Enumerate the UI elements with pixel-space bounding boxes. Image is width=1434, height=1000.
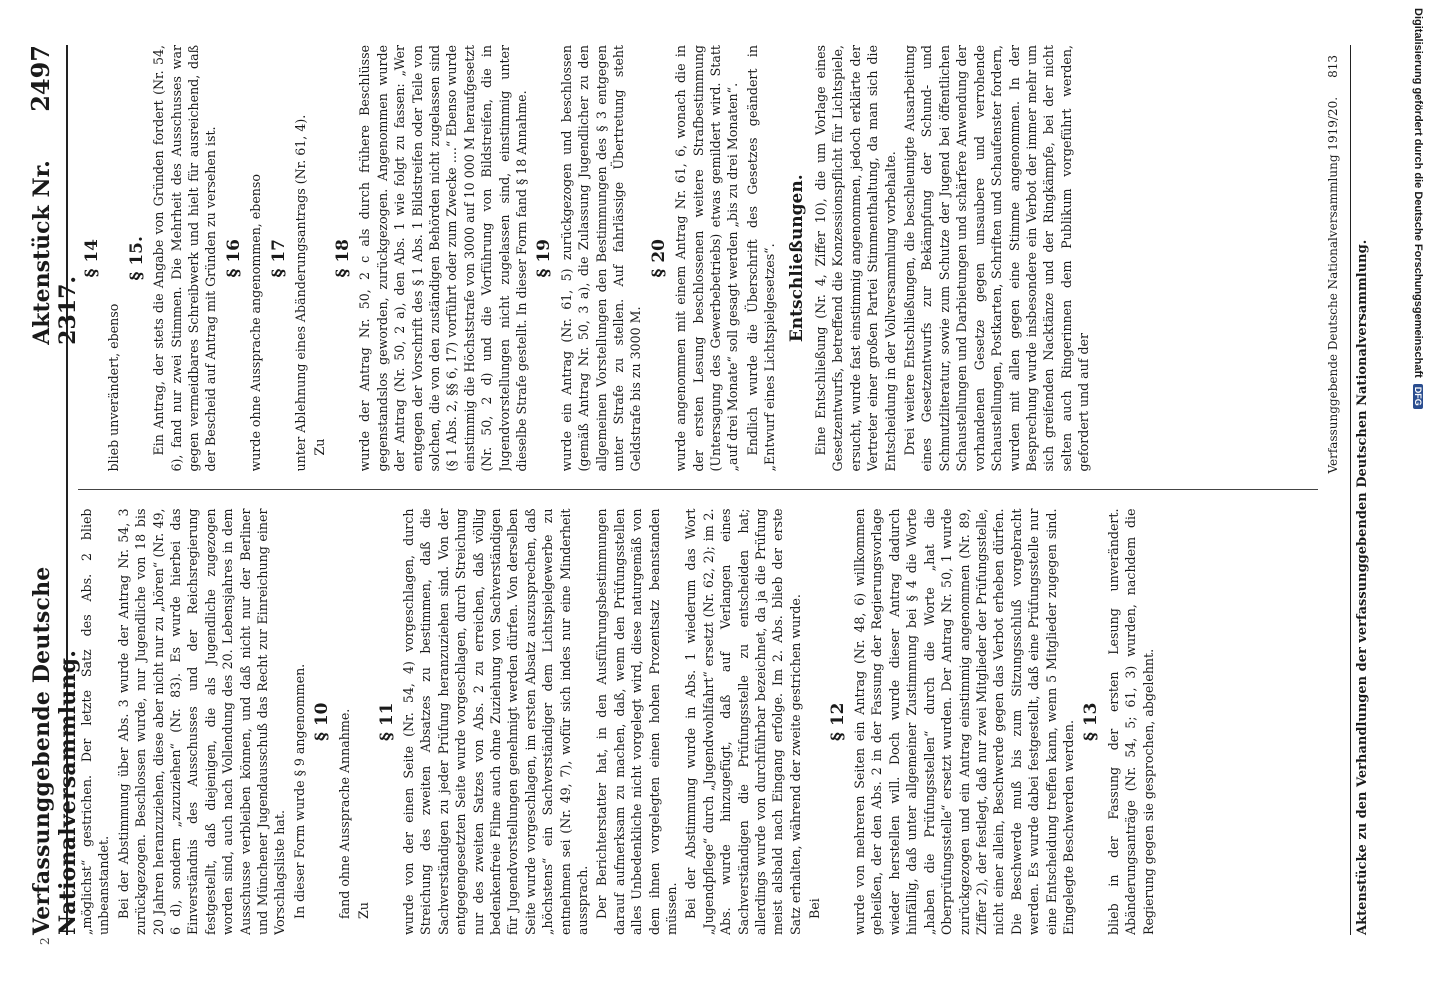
paragraph: In dieser Form wurde § 9 angenommen.	[291, 663, 307, 919]
paragraph: fand ohne Aussprache Annahme.	[336, 708, 352, 919]
section-heading: § 15.	[126, 236, 147, 281]
text-columns	[78, 45, 1318, 935]
column-right	[78, 45, 1318, 472]
rotated-sheet	[8, 25, 1388, 975]
section-heading: § 14	[82, 239, 102, 278]
paragraph: wurde von der einen Seite (Nr. 54, 4) vorgeschlagen, durch Streichung des zweiten Absatzes zu bestimmen, daß die Sachverständigen zu jeder Prüfung heranzuziehen sind. Von der entgegengesetzten Seite wurde vorgeschlagen, durch Streichung nur des zweiten Satzes von Abs. 2 zu erreichen, daß völlig bedenkenfreie Filme auch ohne Zuziehung von Sachverständigen für Jugendvorstellungen genehmigt werden dürfen. Von derselben Seite wurde vorgeschlagen, im ersten Absatz auszusprechen, daß „höchstens“ ein Sachverständiger dem Lichtspielgewerbe zu entnehmen sei (Nr. 49, 7), wofür sich indes nur eine Minderheit aussprach.	[400, 508, 590, 935]
signature-number: 813	[1326, 55, 1340, 78]
paragraph: wurde ohne Aussprache angenommen, ebenso	[248, 174, 264, 472]
running-head-document: Aktenstück Nr. 2317.	[29, 160, 81, 345]
running-head	[26, 45, 81, 935]
signature-text: Verfassunggebende Deutsche Nationalversammlung 1919/20.	[1326, 96, 1340, 474]
paragraph: Bei	[807, 898, 823, 919]
paragraph: blieb unverändert, ebenso	[106, 303, 122, 472]
dfg-strip	[1412, 8, 1432, 992]
page-footer: Aktenstücke zu den Verhandlungen der verfassunggebenden Deutschen Nationalversammlung.	[1350, 45, 1370, 935]
paragraph: Bei der Abstimmung über Abs. 3 wurde der Antrag Nr. 54, 3 zurückgezogen. Beschlossen wurde, nur Jugendliche von 18 bis 20 Jahren heranzuziehen, diese aber nicht nur zu „hören“ (Nr. 49, 6 d), sondern „zuzuziehen“ (Nr. 83). Es wurde hierbei das Einverständnis des Ausschusses und der Reichsregierung festgestellt, daß diejenigen, die als Jugendliche zugezogen worden sind, auch nach Vollendung des 20. Lebensjahres in dem Ausschusse verbleiben können, und daß nicht nur der Berliner und Münchener Jugendausschuß das Recht zur Einreichung einer Vorschlagsliste hat.	[115, 508, 288, 935]
section-heading: § 16	[223, 239, 244, 278]
subheading: Entschließungen.	[786, 174, 807, 343]
column-left	[78, 509, 1318, 936]
section-heading: § 19	[534, 239, 555, 278]
column-divider	[78, 490, 1318, 491]
dfg-logo-icon: DFG	[1413, 384, 1423, 409]
section-heading: § 20	[648, 239, 669, 278]
paragraph: Eine Entschließung (Nr. 4, Ziffer 10), die um Vorlage eines Gesetzentwurfs, betreffend die Konzessionspflicht für Lichtspiele, ersucht, wurde fast einstimmig angenommen, jedoch erklärte der Vertreter einer großen Partei Stimmenthaltung, da man sich die Entscheidung in der Vollversammlung vorbehalte.	[813, 45, 898, 472]
dfg-credit	[1408, 8, 1428, 992]
paragraph: blieb in der Fassung der ersten Lesung unverändert. Abänderungsanträge (Nr. 54, 5; 61, 3) wurden, nachdem die Regierung gegen sie gesprochen, abgelehnt.	[1105, 508, 1156, 935]
section-heading: § 13	[1081, 702, 1102, 741]
section-heading: § 17	[268, 239, 289, 278]
paragraph: Bei der Abstimmung wurde in Abs. 1 wiederum das Wort „Jugendpflege“ durch „Jugendwohlfahrt“ ersetzt (Nr. 62, 2); im 2. Abs. wurde hinzugefügt, daß auf Verlangen eines Sachverständigen die Prüfungsstelle zu entscheiden hat; allerdings wurde von durchführbar bezeichnet, da ja die Prüfung meist alsbald nach Eingang erfolge. Im 2. Abs. blieb der erste Satz erhalten, während der zweite gestrichen wurde.	[683, 508, 803, 935]
paragraph: Zu	[356, 902, 372, 919]
page-number: 2497	[26, 45, 55, 112]
section-heading: § 12	[827, 702, 848, 741]
running-head-title: Verfassunggebende Deutsche Nationalversammlung.	[29, 566, 81, 935]
signature-line	[1326, 55, 1340, 474]
paragraph: Der Berichterstatter hat, in den Ausführungsbestimmungen darauf aufmerksam zu machen, daß, wenn den Prüfungsstellen alles Unbedenkliche nicht vorgelegt wird, diese naturgemäß von dem ihnen vorgelegten einen hohen Prozentsatz beanstanden müssen.	[594, 508, 679, 935]
paragraph: Zu	[312, 438, 328, 456]
page-corner-mark: 2	[38, 937, 52, 945]
paragraph: „möglichst“ gestrichen. Der letzte Satz des Abs. 2 blieb unbeanstandet.	[79, 508, 112, 935]
paragraph: wurde der Antrag Nr. 50, 2 c als durch frühere Beschlüsse gegenstandslos geworden, zurückgezogen. Angenommen wurde der Antrag (Nr. 50, 2 a), den Abs. 1 wie folgt zu fassen: „Wer entgegen der Vorschrift des § 1 Abs. 1 Bildstreifen oder Teile von solchen, die von den zuständigen Behörden nicht zugelassen sind (§ 1 Abs. 2, §§ 6, 17) vorführt oder zum Zwecke ....“ Ebenso wurde einstimmig die Höchststrafe von 3000 auf 10 000 M heraufgesetzt (Nr. 50, 2 d) und die Vorführung von Bildstreifen, die in Jugendvorstellungen nicht zugelassen sind, einstimmig unter dieselbe Strafe gestellt. In dieser Form fand § 18 Annahme.	[357, 45, 529, 472]
paragraph: wurde von mehreren Seiten ein Antrag (Nr. 48, 6) willkommen geheißen, der den Abs. 2 in der Fassung der Regierungsvorlage wieder herstellen will. Doch wurde dieser Antrag dadurch hinfällig, daß unter allgemeiner Zustimmung bei § 4 die Worte „haben die Prüfungsstellen“ durch die Worte „hat die Oberprüfungsstelle“ ersetzt wurden. Der Antrag Nr. 50, 1 wurde zurückgezogen und ein Antrag einstimmig angenommen (Nr. 89, Ziffer 2), der festlegt, daß nur zwei Mitglieder der Prüfungsstelle, nicht einer allein, Beschwerde gegen das Verbot erheben dürfen. Die Beschwerde muß bis zum Sitzungsschluß vorgebracht werden. Es wurde dabei festgestellt, daß eine Prüfungsstelle nur eine Entscheidung treffen kann, wenn 5 Mitglieder zugegen sind. Eingelegte Beschwerden werden.	[852, 508, 1076, 935]
paragraph: wurde ein Antrag (Nr. 61, 5) zurückgezogen und beschlossen (gemäß Antrag Nr. 50, 3 a), die Zulassung Jugendlicher zu den allgemeinen Vorstellungen den Bestimmungen des § 3 entgegen unter Strafe zu stellen. Auf fahrlässige Übertretung steht Geldstrafe bis zu 3000 M.	[558, 45, 644, 472]
section-heading: § 11	[376, 702, 397, 741]
paragraph: Ein Antrag, der stets die Angabe von Gründen fordert (Nr. 54, 6), fand nur zwei Stimmen. Die Mehrheit des Ausschusses war gegen vermeidbares Schreibwerk und hielt für ausreichend, daß der Bescheid auf Antrag mit Gründen zu versehen ist.	[151, 45, 219, 472]
dfg-credit-text: Digitalisierung gefördert durch die Deutsche Forschungsgemeinschaft	[1412, 8, 1424, 378]
section-heading: § 18	[332, 239, 353, 278]
paragraph: Drei weitere Entschließungen, die beschleunigte Ausarbeitung eines Gesetzentwurfs zur Bekämpfung der Schund- und Schmutzliteratur, sowie zum Schutze der Jugend bei öffentlichen Schaustellungen und Darbietungen und schärfere Anwendung der vorhandenen Gesetze gegen unsaubere und verrohende Schaustellungen, Postkarten, Schriften und Schaufenster fordern, wurden mit allen gegen eine Stimme angenommen. In der Besprechung wurde insbesondere ein Verbot der immer mehr um sich greifenden Nacktänze und der Ringkämpfe, bei der nicht selten auch Ringerinnen dem Publikum vorgeführt werden, gefordert und auf der	[902, 45, 1092, 472]
section-heading: § 10	[312, 702, 333, 741]
paragraph: unter Ablehnung eines Abänderungsantrags (Nr. 61, 4).	[293, 114, 309, 472]
paragraph: Endlich wurde die Überschrift des Gesetzes geändert in „Entwurf eines Lichtspielgesetzes“.	[744, 45, 778, 472]
paragraph: wurde angenommen mit einem Antrag Nr. 61, 6, wonach die in der ersten Lesung beschlossenen weitere Strafbestimmung (Untersagung des Gewerbebetriebs) etwas gemildert wird. Statt „auf drei Monate“ soll gesagt werden „bis zu drei Monaten“.	[673, 45, 741, 472]
